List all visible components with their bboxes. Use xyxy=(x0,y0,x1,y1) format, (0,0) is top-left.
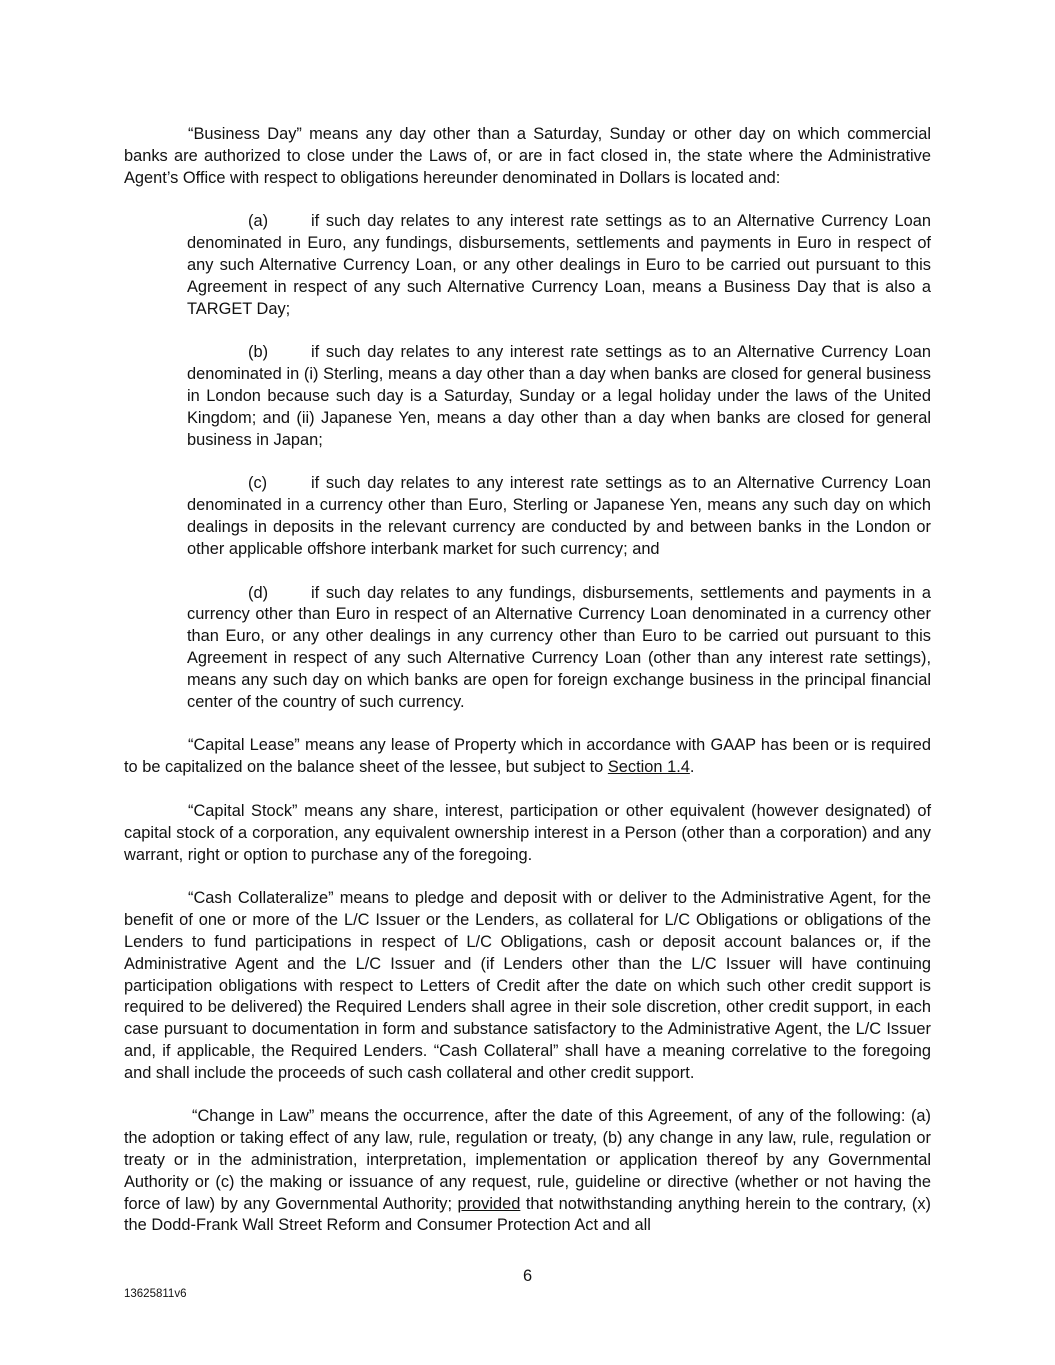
definition-capital-stock xyxy=(124,801,931,866)
clause-a xyxy=(187,211,931,320)
definition-end: . xyxy=(689,758,695,777)
defined-term: “Cash Collateralize” xyxy=(188,889,334,908)
defined-term: “Capital Lease” xyxy=(188,736,300,755)
defined-term-secondary: “Cash Collateral” xyxy=(433,1041,559,1060)
document-page xyxy=(124,124,931,1237)
definition-text: means the occurrence, after the date of this Agreement, of any of the following: (a) the adoption or taking effect of any law, rule, regulation or treaty, (b) any change in any law, rule, regulation or treaty or in the administration, interpretation, implementation or application thereof by any Governmental Authority or (c) the making or issuance of any request, rule, guideline or directive (whether or not having the force of law) by any Governmental Authority; xyxy=(124,1107,931,1213)
clause-d xyxy=(187,583,931,714)
clause-b xyxy=(187,342,931,451)
clause-marker: (d) xyxy=(248,583,269,602)
clause-text: if such day relates to any fundings, disbursements, settlements and payments in a currency other than Euro in respect of an Alternative Currency Loan denominated in a currency other than Euro, or any other dealings in any currency other than Euro to be carried out pursuant to this Agreement in respect of any such Alternative Currency Loan (other than any interest rate settings), means any such day on which banks are open for foreign exchange business in the principal financial center of the country of such currency. xyxy=(187,583,931,711)
clause-marker: (a) xyxy=(248,212,269,231)
definition-text: means to pledge and deposit with or deliver to the Administrative Agent, for the benefit of one or more of the L/C Issuer or the Lenders, as collateral for L/C Obligations or obligations of the Lenders to fund participations in respect of L/C Obligations, cash or deposit account balances or, if the Administrative Agent and the L/C Issuer and (if Lenders other than the L/C Issuer will have continuing participation obligations with respect to Letters of Credit after the date on which such other credit support is required to be delivered) the Required Lenders shall agree in their sole discretion, other credit support, in each case pursuant to documentation in form and substance satisfactory to the Administrative Agent, the L/C Issuer and, if applicable, the Required Lenders. xyxy=(124,889,931,1060)
clause-text: if such day relates to any interest rate settings as to an Alternative Currency Loan denominated in a currency other than Euro, Sterling or Japanese Yen, means any such day on which dealings in deposits in the relevant currency are conducted by and between banks in the London or other applicable offshore interbank market for such currency; and xyxy=(187,474,931,558)
definition-business-day xyxy=(124,124,931,189)
definition-text: means any share, interest, participation or other equivalent (however designated) of capital stock of a corporation, any equivalent ownership interest in a Person (other than a corporation) and any warrant, right or option to purchase any of the foregoing. xyxy=(124,801,931,864)
definition-capital-lease xyxy=(124,735,931,779)
page-number: 6 xyxy=(522,1267,533,1285)
defined-term: “Change in Law” xyxy=(192,1107,315,1126)
section-reference-link[interactable]: Section 1.4 xyxy=(607,758,690,777)
clause-marker: (b) xyxy=(248,343,269,362)
clause-marker: (c) xyxy=(248,474,268,493)
definition-change-in-law xyxy=(124,1106,931,1237)
clause-c xyxy=(187,473,931,560)
definition-text-secondary: shall have a meaning correlative to the foregoing and shall include the proceeds of such cash collateral and other credit support. xyxy=(124,1041,931,1082)
definition-text: means any day other than a Saturday, Sunday or other day on which commercial banks are authorized to close under the Laws of, or are in fact closed in, the state where the Administrative Agent’s Office with respect to obligations hereunder denominated in Dollars is located and: xyxy=(124,125,931,187)
definition-text-continued: that notwithstanding anything herein to the contrary, (x) the Dodd-Frank Wall Street Reform and Consumer Protection Act and all xyxy=(124,1194,931,1235)
definition-text: means any lease of Property which in accordance with GAAP has been or is required to be capitalized on the balance sheet of the lessee, but subject to xyxy=(124,736,932,777)
defined-term: “Capital Stock” xyxy=(188,801,298,820)
clause-text: if such day relates to any interest rate settings as to an Alternative Currency Loan denominated in (i) Sterling, means a day other than a day when banks are closed for general business in London because such day is a Saturday, Sunday or a legal holiday under the laws of the United Kingdom; and (ii) Japanese Yen, means a day other than a day when banks are closed for general business in Japan; xyxy=(187,343,931,449)
provided-proviso: provided xyxy=(457,1194,521,1213)
document-id: 13625811v6 xyxy=(124,1288,187,1300)
definition-cash-collateralize xyxy=(124,888,931,1084)
defined-term: “Business Day” xyxy=(188,125,302,143)
clause-text: if such day relates to any interest rate settings as to an Alternative Currency Loan denominated in Euro, any fundings, disbursements, settlements and payments in Euro in respect of any such Alternative Currency Loan, or any other dealings in Euro to be carried out pursuant to this Agreement in respect of any such Alternative Currency Loan, means a Business Day that is also a TARGET Day; xyxy=(187,212,931,318)
